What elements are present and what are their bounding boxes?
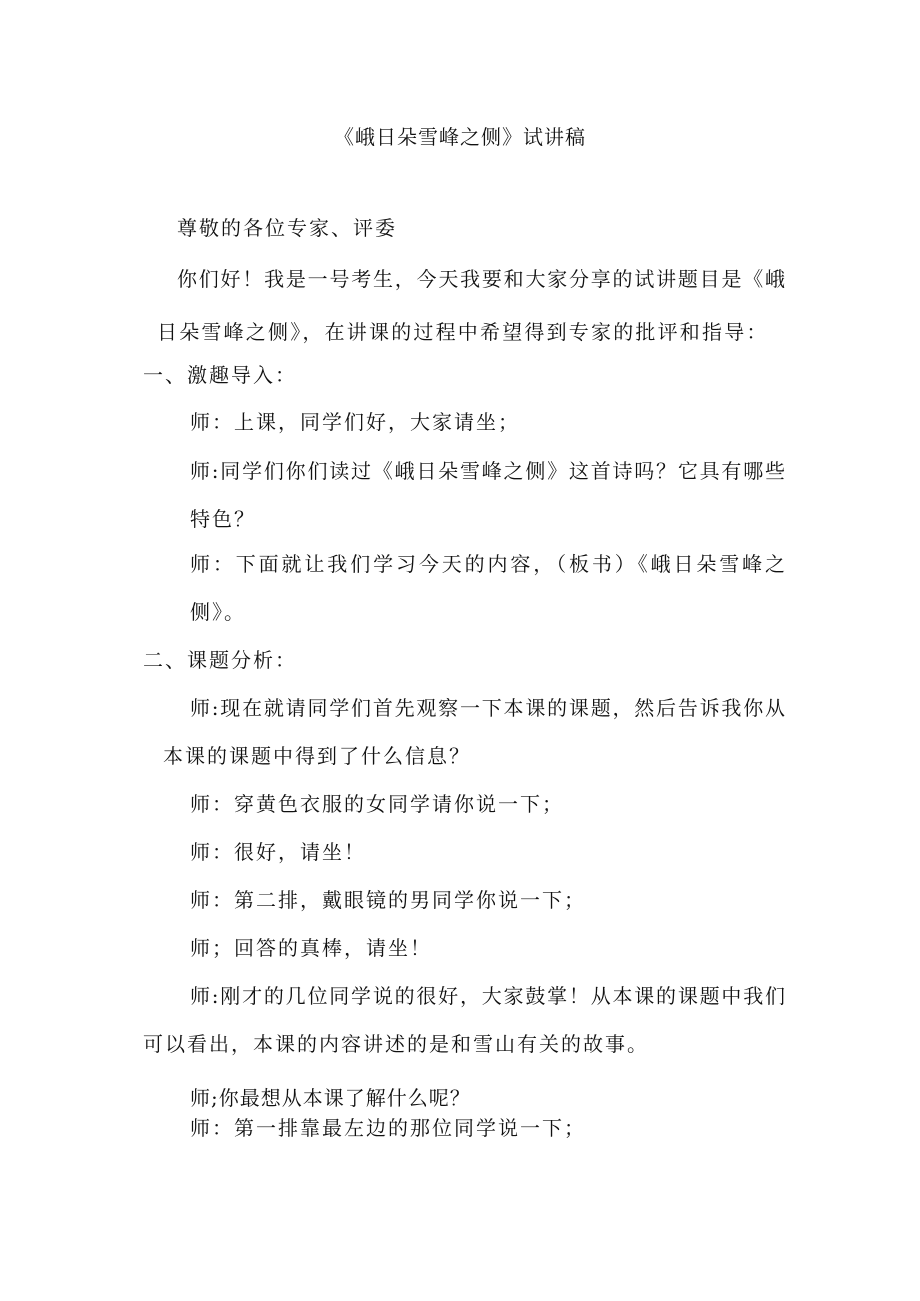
paragraph-line: 师:刚才的几位同学说的很好，大家鼓掌！从本课的课题中我们	[190, 984, 785, 1008]
paragraph-line: 侧》。	[190, 600, 246, 624]
paragraph-line: 师：穿黄色衣服的女同学请你说一下；	[190, 792, 564, 816]
section-heading: 一、激趣导入：	[143, 363, 297, 387]
paragraph-line: 可以看出，本课的内容讲述的是和雪山有关的故事。	[143, 1032, 649, 1056]
greeting-line: 尊敬的各位专家、评委	[177, 216, 397, 240]
paragraph-line: 特色？	[190, 507, 256, 531]
paragraph-line: 师：上课，同学们好，大家请坐；	[190, 410, 520, 434]
paragraph-line: 师：很好，请坐！	[190, 840, 366, 864]
paragraph-line: 师：第一排靠最左边的那位同学说一下；	[190, 1116, 586, 1140]
paragraph-line: 师：第二排，戴眼镜的男同学你说一下；	[190, 888, 586, 912]
paragraph-line: 本课的课题中得到了什么信息？	[163, 744, 471, 768]
document-title: 《峨日朵雪峰之侧》试讲稿	[334, 125, 586, 149]
paragraph-line: 师；回答的真棒，请坐！	[190, 936, 432, 960]
paragraph-line: 你们好！我是一号考生，今天我要和大家分享的试讲题目是《峨	[177, 267, 785, 291]
paragraph-line: 师：下面就让我们学习今天的内容，（板书）《峨日朵雪峰之	[190, 552, 785, 576]
paragraph-line: 师;你最想从本课了解什么呢？	[190, 1086, 471, 1110]
paragraph-line: 师:现在就请同学们首先观察一下本课的课题，然后告诉我你从	[190, 696, 785, 720]
section-heading: 二、课题分析：	[143, 648, 297, 672]
paragraph-line: 师:同学们你们读过《峨日朵雪峰之侧》这首诗吗？它具有哪些	[190, 459, 785, 483]
paragraph-line: 日朵雪峰之侧》，在讲课的过程中希望得到专家的批评和指导：	[157, 320, 769, 344]
